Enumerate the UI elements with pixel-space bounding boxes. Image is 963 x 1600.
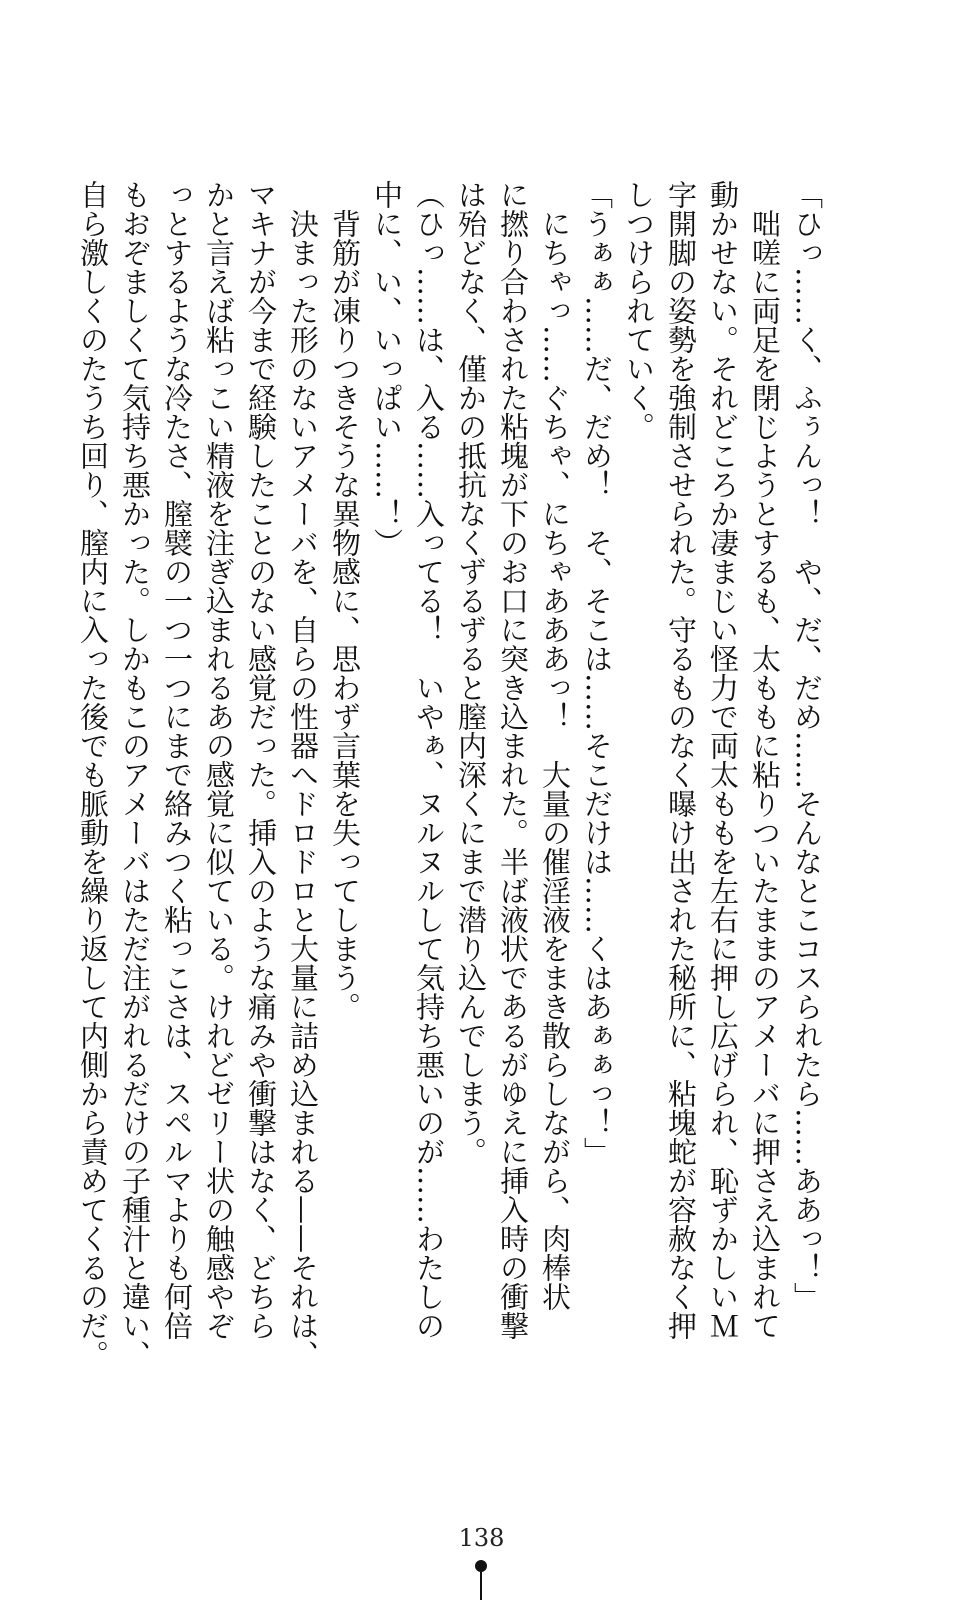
folio-stem-line [480,1571,482,1600]
text-line: もおぞましくて気持ち悪かった。しかもこのアメーバはただ注がれるだけの子種汁と違い、 [118,180,152,1369]
text-line: 動かせない。それどころか凄まじい怪力で両太ももを左右に押し広げられ、恥ずかしいＭ [706,180,740,1340]
text-line: っとするような冷たさ、膣襞の一つ一つにまで絡みつく粘っこさは、スペルマよりも何倍 [160,180,194,1340]
text-line: は殆どなく、僅かの抵抗なくずるずると膣内深くにまで潜り込んでしまう。 [454,180,488,1166]
text-line: 中に、い、いっぱい……！） [370,180,404,557]
text-line: 自ら激しくのたうち回り、膣内に入った後でも脈動を繰り返して内側から責めてくるのだ。 [76,180,110,1369]
text-line: にちゃっ……ぐちゃ、にちゃあああっ！ 大量の催淫液をまき散らしながら、肉棒状 [538,180,572,1311]
text-line: マキナが今まで経験したことのない感覚だった。挿入のような痛みや衝撃はなく、どちら [244,180,278,1340]
vertical-text-body [76,180,828,1369]
text-line: （ひっ……は、入る……入ってる！ いやぁ、ヌルヌルして気持ち悪いのが……わたしの [412,180,446,1340]
text-line: 「うぁぁ……だ、だめ！ そ、そこは……そこだけは……くはあぁぁっ！」 [580,180,614,1166]
text-line: 「ひっ……く、ふぅんっ！ や、だ、だめ……そんなとこコスられたら……ああっ！」 [790,180,824,1311]
text-line: かと言えば粘っこい精液を注ぎ込まれるあの感覚に似ている。けれどゼリー状の触感やぞ [202,180,236,1340]
text-line: 背筋が凍りつきそうな異物感に、思わず言葉を失ってしまう。 [328,180,362,1021]
text-line: 字開脚の姿勢を強制させられた。守るものなく曝け出された秘所に、粘塊蛇が容赦なく押 [664,180,698,1340]
text-line: 咄嗟に両足を閉じようとするも、太ももに粘りついたままのアメーバに押さえ込まれて [748,180,782,1340]
text-line: に撚り合わされた粘塊が下のお口に突き込まれた。半ば液状であるがゆえに挿入時の衝撃 [496,180,530,1340]
text-line: 決まった形のないアメーバを、自らの性器へドロドロと大量に詰め込まれる——それは、 [286,180,320,1369]
text-line: しつけられていく。 [622,180,656,441]
page-number: 138 [458,1524,505,1552]
